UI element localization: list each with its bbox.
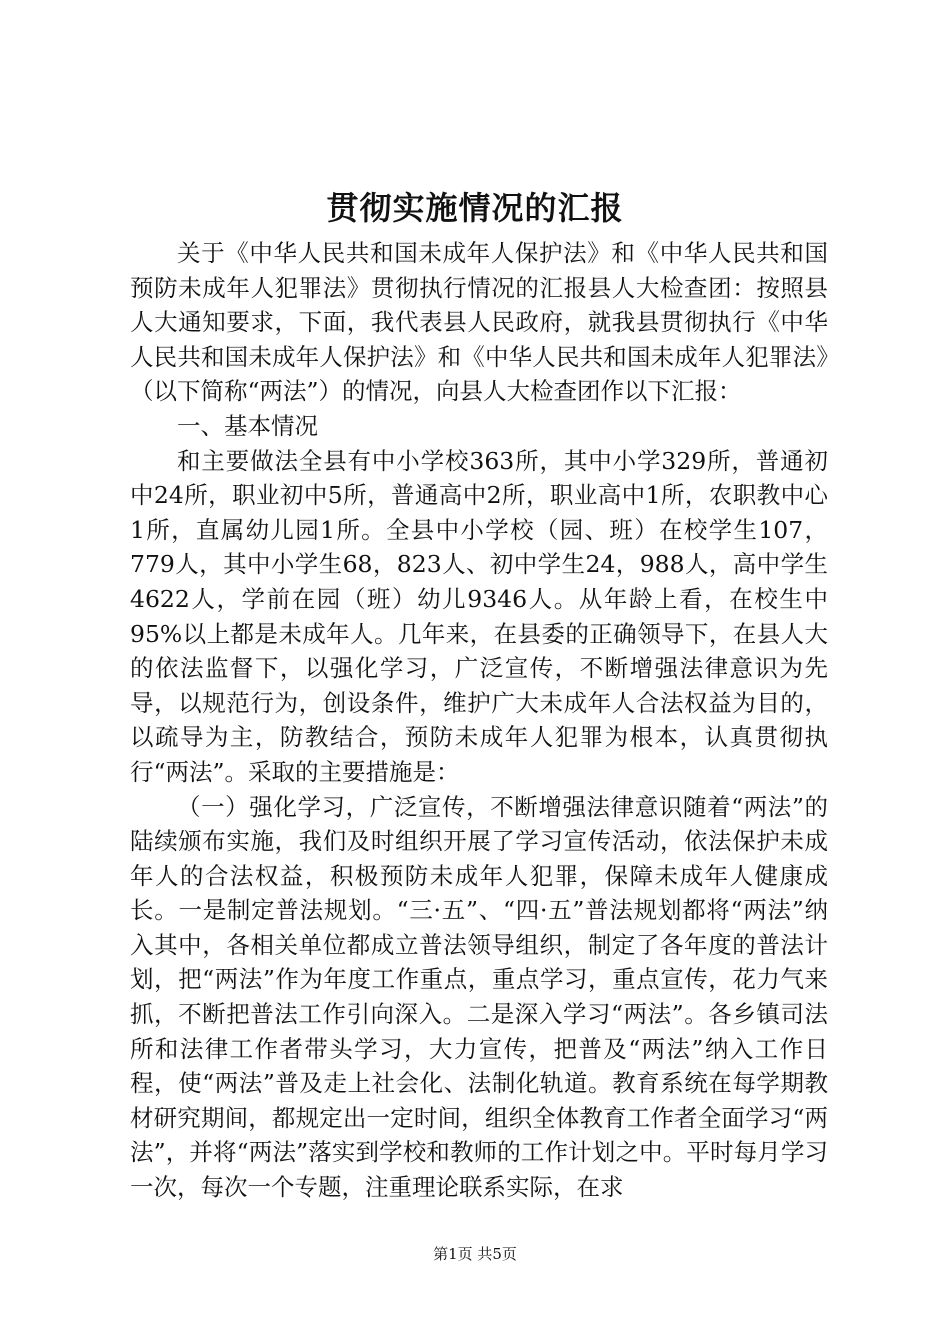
paragraph-strengthen-learning: （一）强化学习，广泛宣传，不断增强法律意识随着“两法”的陆续颁布实施，我们及时组织开展了学习宣传活动，依法保护未成年人的合法权益，积极预防未成年人犯罪，保障未成年人健康成长。一是制定普法规划。“三·五”、“四·五”普法规划都将“两法”纳入其中，各相关单位都成立普法领导组织，制定了各年度的普法计划，把“两法”作为年度工作重点，重点学习，重点宣传，花力气来抓，不断把普法工作引向深入。二是深入学习“两法”。各乡镇司法所和法律工作者带头学习，大力宣传，把普及“两法”纳入工作日程，使“两法”普及走上社会化、法制化轨道。教育系统在每学期教材研究期间，都规定出一定时间，组织全体教育工作者全面学习“两法”，并将“两法”落实到学校和教师的工作计划之中。平时每月学习一次，每次一个专题，注重理论联系实际，在求	[130, 792, 828, 1202]
page-footer: 第1页 共5页	[433, 1245, 517, 1263]
document-body	[130, 236, 828, 1202]
paragraph-main-practices: 和主要做法全县有中小学校363所，其中小学329所，普通初中24所，职业初中5所，普通高中2所，职业高中1所，农职教中心1所，直属幼儿园1所。全县中小学校（园、班）在校学生107，779人，其中小学生68，823人、初中学生24，988人，高中学生4622人，学前在园（班）幼儿9346人。从年龄上看，在校生中95%以上都是未成年人。几年来，在县委的正确领导下，在县人大的依法监督下，以强化学习，广泛宣传，不断增强法律意识为先导，以规范行为，创设条件，维护广大未成年人合法权益为目的，以疏导为主，防教结合，预防未成年人犯罪为根本，认真贯彻执行“两法”。采取的主要措施是：	[130, 446, 828, 786]
paragraph-intro: 关于《中华人民共和国未成年人保护法》和《中华人民共和国预防未成年人犯罪法》贯彻执行情况的汇报县人大检查团：按照县人大通知要求，下面，我代表县人民政府，就我县贯彻执行《中华人民共和国未成年人保护法》和《中华人民共和国未成年人犯罪法》（以下简称“两法”）的情况，向县人大检查团作以下汇报：	[130, 239, 828, 406]
section-heading-basic-situation: 一、基本情况	[177, 411, 318, 440]
document-title: 贯彻实施情况的汇报	[326, 189, 624, 227]
